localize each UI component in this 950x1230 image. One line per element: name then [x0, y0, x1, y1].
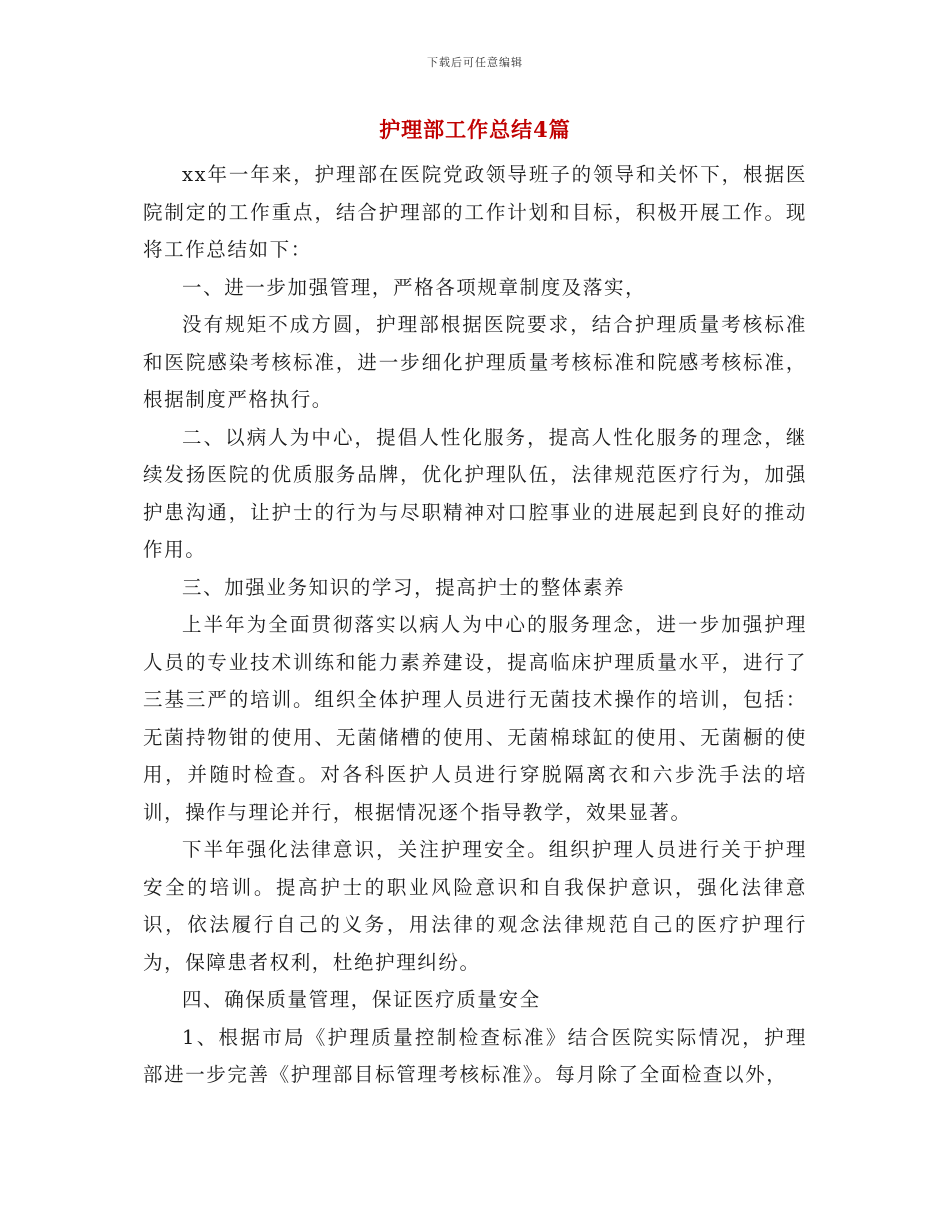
document-body [143, 156, 807, 1094]
paragraph-heading-3: 三、加强业务知识的学习，提高护士的整体素养 [182, 575, 626, 599]
paragraph-body-3a: 上半年为全面贯彻落实以病人为中心的服务理念，进一步加强护理人员的专业技术训练和能力素养建设，提高临床护理质量水平，进行了三基三严的培训。组织全体护理人员进行无菌技术操作的培训，包括：无菌持物钳的使用、无菌储槽的使用、无菌棉球缸的使用、无菌橱的使用，并随时检查。对各科医护人员进行穿脱隔离衣和六步洗手法的培训，操作与理论并行，根据情况逐个指导教学，效果显著。 [143, 613, 807, 824]
paragraph-heading-4: 四、确保质量管理，保证医疗质量安全 [182, 988, 541, 1011]
paragraph-body-1: 没有规矩不成方圆，护理部根据医院要求，结合护理质量考核标准和医院感染考核标准，进一步细化护理质量考核标准和院感考核标准，根据制度严格执行。 [143, 313, 807, 411]
header-note: 下载后可任意编辑 [427, 56, 523, 69]
paragraph-body-4: 1、根据市局《护理质量控制检查标准》结合医院实际情况，护理部进一步完善《护理部目标管理考核标准》。每月除了全面检查以外， [143, 1025, 807, 1086]
paragraph-heading-2: 二、以病人为中心，提倡人性化服务，提高人性化服务的理念，继续发扬医院的优质服务品牌，优化护理队伍，法律规范医疗行为，加强护患沟通，让护士的行为与尽职精神对口腔事业的进展起到良好的推动作用。 [143, 425, 807, 561]
document-title: 护理部工作总结4篇 [379, 117, 571, 142]
paragraph-intro: xx年一年来，护理部在医院党政领导班子的领导和关怀下，根据医院制定的工作重点，结合护理部的工作计划和目标，积极开展工作。现将工作总结如下： [143, 163, 807, 261]
paragraph-body-3b: 下半年强化法律意识，关注护理安全。组织护理人员进行关于护理安全的培训。提高护士的职业风险意识和自我保护意识，强化法律意识，依法履行自己的义务，用法律的观念法律规范自己的医疗护理行为，保障患者权利，杜绝护理纠纷。 [143, 838, 807, 974]
paragraph-heading-1: 一、进一步加强管理，严格各项规章制度及落实， [182, 275, 647, 299]
